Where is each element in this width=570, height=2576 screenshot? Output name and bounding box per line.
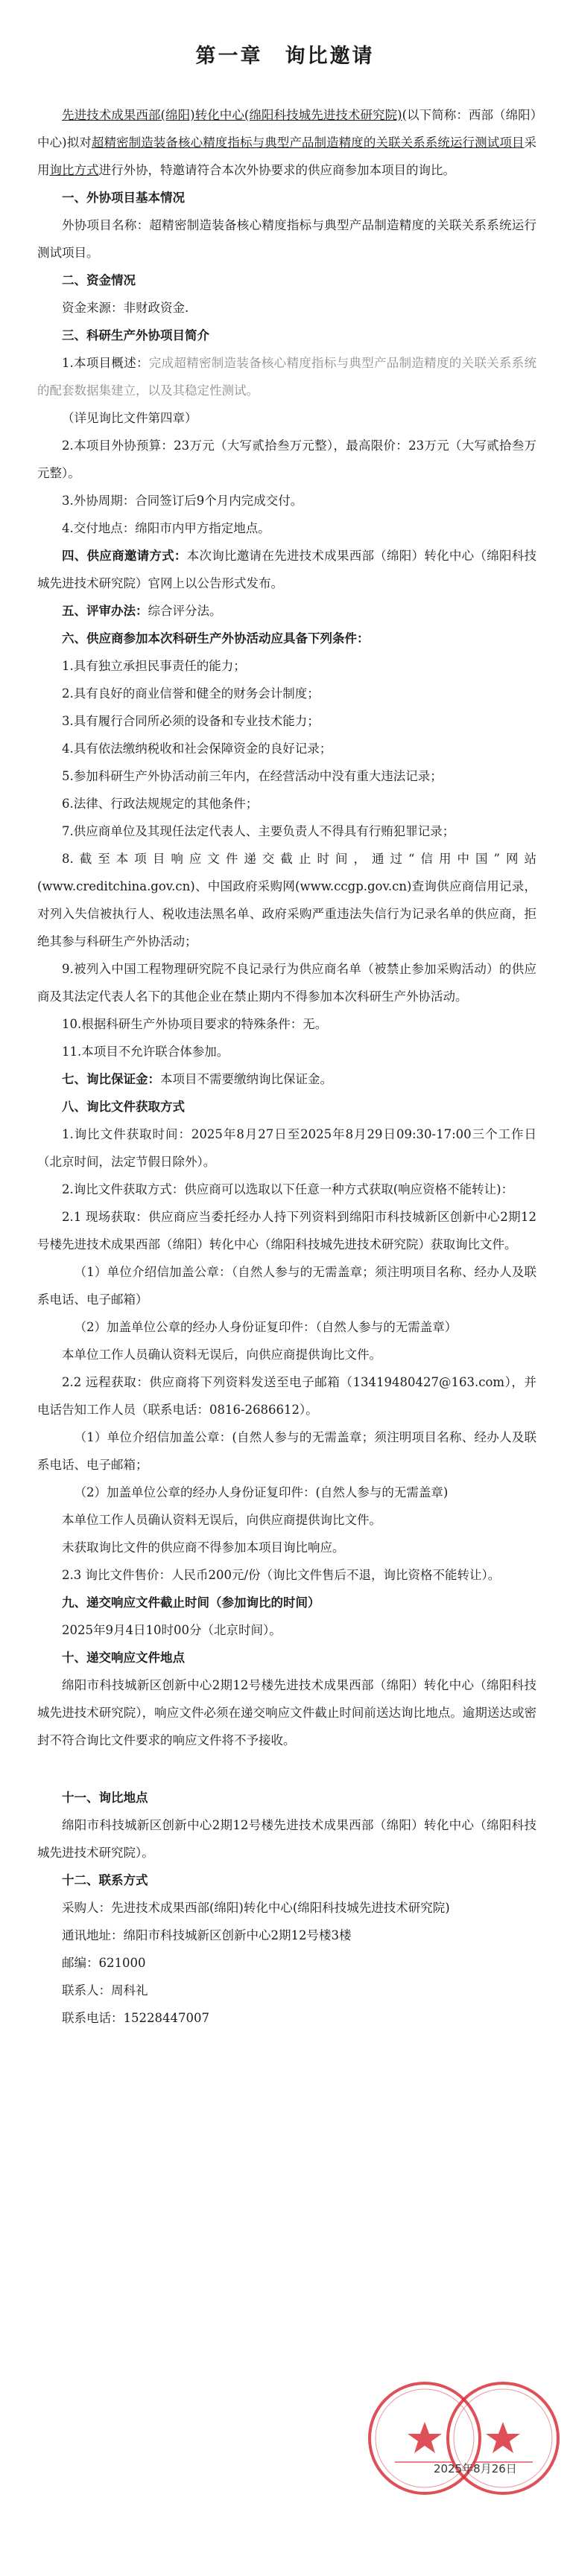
sec9-heading: 九、递交响应文件截止时间（参加询比的时间） [62, 1595, 320, 1610]
sec8-p21: 2.1 现场获取：供应商应当委托经办人持下列资料到绵阳市科技城新区创新中心2期12号楼先进技术成果西部（绵阳）转化中心（绵阳科技城先进技术研究院）获取询比文件。 [37, 1210, 536, 1252]
contact-purchaser: 采购人：先进技术成果西部(绵阳)转化中心(绵阳科技城先进技术研究院) [62, 1901, 450, 1915]
sec5-paragraph [37, 597, 536, 625]
contact-person: 联系人：周科礼 [62, 1983, 148, 1998]
contact-phone: 联系电话：15228447007 [62, 2011, 209, 2025]
sec3-item3: 3.外协周期：合同签订后9个月内完成交付。 [62, 494, 303, 508]
intro-project: 超精密制造装备核心精度指标与典型产品制造精度的关联关系系统运行测试项目 [91, 136, 525, 150]
sec4-text: 本次询比邀请在先进技术成果西部（绵阳）转化中心（绵阳科技城先进技术研究院）官网上以公告形式发布。 [37, 549, 537, 590]
intro-purchaser: 先进技术成果西部(绵阳)转化中心(绵阳科技城先进技术研究院) [62, 108, 402, 122]
sec5-text: 综合评分法。 [148, 604, 222, 618]
sec3-item4: 4.交付地点：绵阳市内甲方指定地点。 [62, 521, 270, 535]
sec6-item: 6.法律、行政法规规定的其他条件； [62, 797, 259, 811]
sec8-p21-2: （2）加盖单位公章的经办人身份证复印件：（自然人参与的无需盖章） [74, 1320, 457, 1334]
seal-area [365, 2379, 566, 2550]
sec7-heading: 七、询比保证金： [62, 1072, 160, 1086]
sec3-item1-note: （详见询比文件第四章） [62, 411, 197, 425]
sec6-item: 3.具有履行合同所必须的设备和专业技术能力； [62, 714, 320, 728]
intro-abbr: (以下简称：西部（绵阳）中心)拟对 [37, 108, 537, 150]
intro-method: 询比方式 [49, 163, 99, 177]
sec2-heading: 二、资金情况 [62, 273, 136, 287]
sec1-name-label: 外协项目名称： [62, 218, 150, 232]
sec8-p21-1: （1）单位介绍信加盖公章：（自然人参与的无需盖章；须注明项目名称、经办人及联系电话、电子邮箱） [37, 1265, 536, 1307]
sec8-p22-4: 未获取询比文件的供应商不得参加本项目询比响应。 [62, 1540, 345, 1555]
sec8-heading: 八、询比文件获取方式 [62, 1100, 185, 1114]
sec6-item: 9.被列入中国工程物理研究院不良记录行为供应商名单（被禁止参加采购活动）的供应商及其法定代表人名下的其他企业在禁止期内不得参加本次科研生产外协活动。 [37, 962, 536, 1004]
sec9-text: 2025年9月4日10时00分（北京时间）。 [62, 1623, 282, 1637]
sec11-text: 绵阳市科技城新区创新中心2期12号楼先进技术成果西部（绵阳）转化中心（绵阳科技城先进技术研究院）。 [37, 1818, 536, 1860]
sec6-item: 7.供应商单位及其现任法定代表人、主要负责人不得具有行贿犯罪记录； [62, 824, 455, 838]
sec6-item: 1.具有独立承担民事责任的能力； [62, 659, 246, 673]
sec7-text: 本项目不需要缴纳询比保证金。 [160, 1072, 332, 1086]
sec6-heading: 六、供应商参加本次科研生产外协活动应具备下列条件： [62, 631, 370, 645]
sec8-p22-1: （1）单位介绍信加盖公章：(自然人参与的无需盖章；须注明项目名称、经办人及联系电话、电子邮箱； [37, 1430, 536, 1472]
sec3-heading: 三、科研生产外协项目简介 [62, 328, 209, 342]
sec10-text: 绵阳市科技城新区创新中心2期12号楼先进技术成果西部（绵阳）转化中心（绵阳科技城先进技术研究院），响应文件必须在递交响应文件截止时间前送达询比地点。逾期送达或密封不符合询比文件要求的响应文件将不予接收。 [37, 1678, 536, 1747]
sec6-item: 10.根据科研生产外协项目要求的特殊条件：无。 [62, 1017, 328, 1031]
sec8-p22: 2.2 远程获取：供应商将下列资料发送至电子邮箱（13419480427@163.com），并电话告知工作人员（联系电话：0816-2686612）。 [37, 1375, 536, 1417]
sec1-name-value: 超精密制造装备核心精度指标与典型产品制造精度的关联关系系统运行测试项目。 [37, 218, 537, 260]
sec11-heading: 十一、询比地点 [62, 1791, 148, 1805]
sec3-item1-label: 1.本项目概述： [62, 356, 149, 370]
document-date: 2025年8月26日 [434, 2462, 517, 2475]
intro-paragraph [37, 101, 536, 184]
sec1-heading: 一、外协项目基本情况 [62, 191, 185, 205]
sec3-item2: 2.本项目外协预算：23万元（大写贰拾叁万元整），最高限价：23万元（大写贰拾叁万元整）。 [37, 439, 536, 480]
sec2-fund-source: 资金来源：非财政资金. [62, 301, 189, 315]
intro-mid: 采用 [37, 136, 537, 177]
sec1-project-name [37, 211, 536, 267]
document-body [0, 71, 570, 2032]
sec5-heading: 五、评审办法： [62, 604, 148, 618]
contact-zip: 邮编：621000 [62, 1956, 146, 1970]
sec8-p22-3: 本单位工作人员确认资料无误后，向供应商提供询比文件。 [62, 1513, 381, 1527]
sec6-item: 4.具有依法缴纳税收和社会保障资金的良好记录； [62, 742, 332, 756]
intro-tail: 进行外协，特邀请符合本次外协要求的供应商参加本项目的询比。 [98, 163, 455, 177]
sec3-item1 [37, 349, 536, 404]
sec8-p1: 1.询比文件获取时间：2025年8月27日至2025年8月29日09:30-17:00三个工作日（北京时间，法定节假日除外）。 [37, 1127, 536, 1169]
sec8-p2: 2.询比文件获取方式：供应商可以选取以下任意一种方式获取(响应资格不能转让)： [62, 1182, 514, 1196]
sec6-item: 8.截至本项目响应文件递交截止时间，通过“信用中国”网站(www.creditchina.gov.cn)、中国政府采购网(www.ccgp.gov.cn)查询供应商信用记录，对列入失信被执行人、税收违法黑名单、政府采购严重违法失信行为记录名单的供应商，拒绝其参与科研生产外协活动； [37, 852, 536, 949]
sec6-item: 5.参加科研生产外协活动前三年内，在经营活动中没有重大违法记录； [62, 769, 443, 783]
official-seal-icon [443, 2379, 563, 2498]
sec12-heading: 十二、联系方式 [62, 1873, 148, 1887]
sec3-item1-text: 完成超精密制造装备核心精度指标与典型产品制造精度的关联关系系统的配套数据集建立，以及其稳定性测试。 [37, 356, 536, 398]
sec8-p22-2: （2）加盖单位公章的经办人身份证复印件：(自然人参与的无需盖章) [74, 1485, 449, 1499]
sec8-p23: 2.3 询比文件售价：人民币200元/份（询比文件售后不退，询比资格不能转让）。 [62, 1568, 501, 1582]
page-title: 第一章 询比邀请 [195, 45, 375, 68]
sec6-item: 11.本项目不允许联合体参加。 [62, 1045, 229, 1059]
sec10-heading: 十、递交响应文件地点 [62, 1651, 185, 1665]
sec6-item: 2.具有良好的商业信誉和健全的财务会计制度； [62, 686, 320, 701]
sec4-paragraph [37, 542, 536, 597]
sec4-heading: 四、供应商邀请方式： [62, 549, 187, 563]
sec7-paragraph [37, 1065, 536, 1093]
contact-address: 通讯地址：绵阳市科技城新区创新中心2期12号楼3楼 [62, 1928, 352, 1942]
sec8-p21-3: 本单位工作人员确认资料无误后，向供应商提供询比文件。 [62, 1348, 381, 1362]
